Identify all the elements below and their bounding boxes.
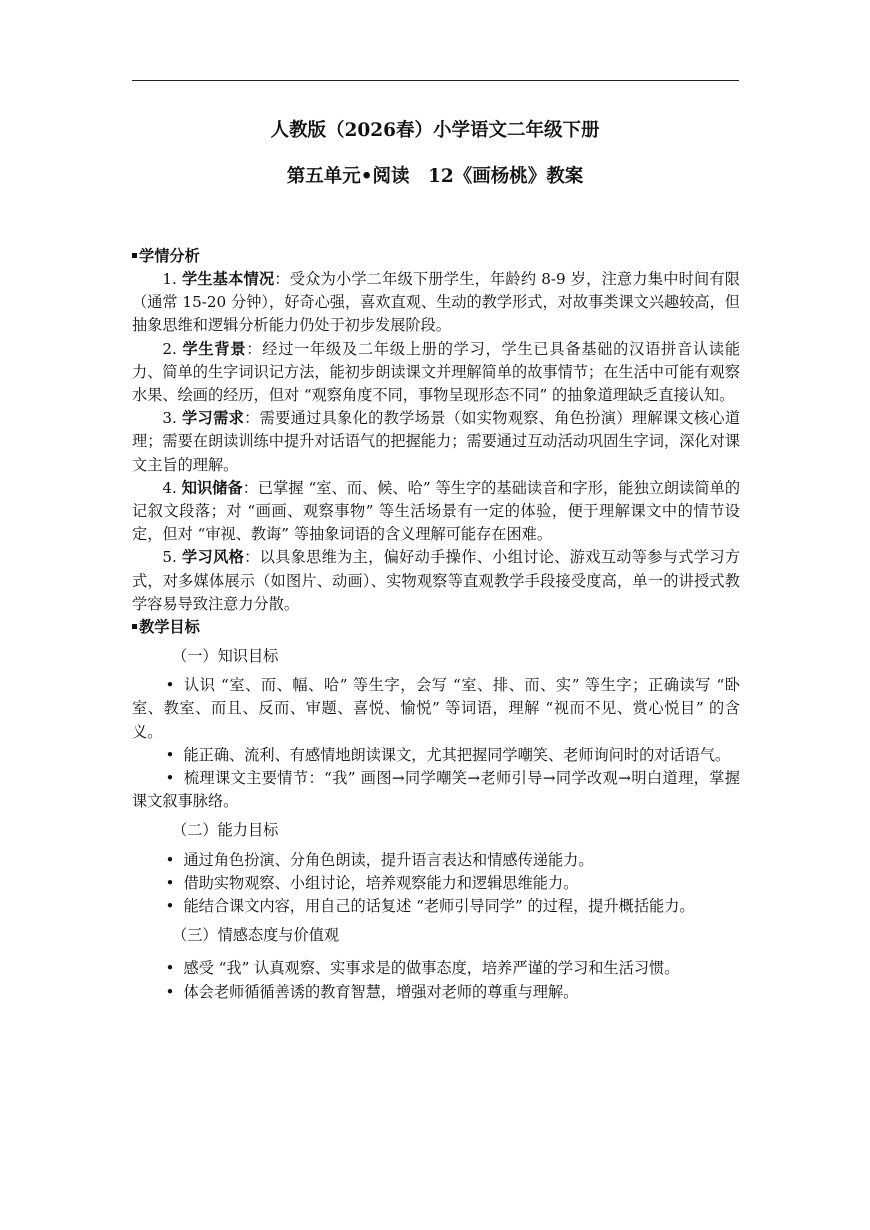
- paragraph: 5. 学习风格：以具象思维为主，偏好动手操作、小组讨论、游戏互动等参与式学习方式，对多媒体展示（如图片、动画）、实物观察等直观教学手段接受度高，单一的讲授式教学容易导致注意力分散。: [132, 548, 741, 613]
- bullet-dot-icon: •: [165, 959, 175, 978]
- list-item: • 认识 “室、而、幅、哈” 等生字，会写 “室、排、而、实” 等生字；正确读写 “卧室、教室、而且、反而、审题、喜悦、愉悦” 等词语，理解 “视而不见、赏心悦目” 的含义。: [132, 676, 740, 741]
- paragraph: 2. 学生背景：经过一年级及二年级上册的学习，学生已具备基础的汉语拼音认读能力、简单的生字词识记方法，能初步朗读课文并理解简单的故事情节；在生活中可能有观察水果、绘画的经历，但对 “观察角度不同，事物呈现形态不同” 的抽象道理缺乏直接认知。: [132, 339, 741, 405]
- bullet-dot-icon: •: [165, 769, 175, 788]
- subsection-heading-knowledge: （一）知识目标: [172, 647, 279, 666]
- subsection-heading-values: （三）情感态度与价值观: [172, 926, 340, 945]
- list-item: • 梳理课文主要情节：“我” 画图→同学嘲笑→老师引导→同学改观→明白道理，掌握课文叙事脉络。: [132, 769, 740, 811]
- bullet-dot-icon: •: [165, 897, 175, 916]
- list-item: • 能结合课文内容，用自己的话复述 “老师引导同学” 的过程，提升概括能力。: [132, 895, 740, 918]
- list-item: • 能正确、流利、有感情地朗读课文，尤其把握同学嘲笑、老师询问时的对话语气。: [132, 744, 740, 767]
- header-rule: [132, 80, 739, 81]
- bullet-dot-icon: •: [165, 745, 175, 764]
- document-title: 人教版（2026春）小学语文二年级下册: [270, 120, 600, 141]
- list-item: • 借助实物观察、小组讨论，培养观察能力和逻辑思维能力。: [132, 872, 740, 895]
- list-item: • 通过角色扮演、分角色朗读，提升语言表达和情感传递能力。: [132, 849, 740, 872]
- bullet-dot-icon: •: [165, 873, 175, 892]
- document-body: [132, 245, 740, 1004]
- section-heading-learner-analysis: 学情分析: [132, 245, 740, 268]
- square-bullet-icon: [132, 624, 137, 629]
- bullet-dot-icon: •: [165, 982, 175, 1001]
- square-bullet-icon: [132, 253, 137, 258]
- paragraph: 3. 学习需求：需要通过具象化的教学场景（如实物观察、角色扮演）理解课文核心道理；需要在朗读训练中提升对话语气的把握能力；需要通过互动活动巩固生字词，深化对课文主旨的理解。: [132, 409, 741, 474]
- list-item: • 体会老师循循善诱的教育智慧，增强对老师的尊重与理解。: [132, 981, 740, 1004]
- section-heading-teaching-goals: 教学目标: [132, 616, 740, 639]
- paragraph: 4. 知识储备：已掌握 “室、而、候、哈” 等生字的基础读音和字形，能独立朗读简单的记叙文段落；对 “画画、观察事物” 等生活场景有一定的体验，便于理解课文中的情节设定，但对 “审视、教诲” 等抽象词语的含义理解可能存在困难。: [132, 478, 741, 544]
- document-subtitle: 第五单元•阅读 12《画杨桃》教案: [286, 166, 584, 187]
- bullet-dot-icon: •: [165, 850, 175, 869]
- subsection-heading-ability: （二）能力目标: [172, 821, 279, 840]
- list-item: • 感受 “我” 认真观察、实事求是的做事态度，培养严谨的学习和生活习惯。: [132, 957, 740, 980]
- bullet-dot-icon: •: [165, 676, 175, 695]
- paragraph: 1. 学生基本情况：受众为小学二年级下册学生，年龄约 8-9 岁，注意力集中时间有限（通常 15-20 分钟），好奇心强，喜欢直观、生动的教学形式，对故事类课文兴趣较高，但抽象思维和逻辑分析能力仍处于初步发展阶段。: [132, 270, 740, 335]
